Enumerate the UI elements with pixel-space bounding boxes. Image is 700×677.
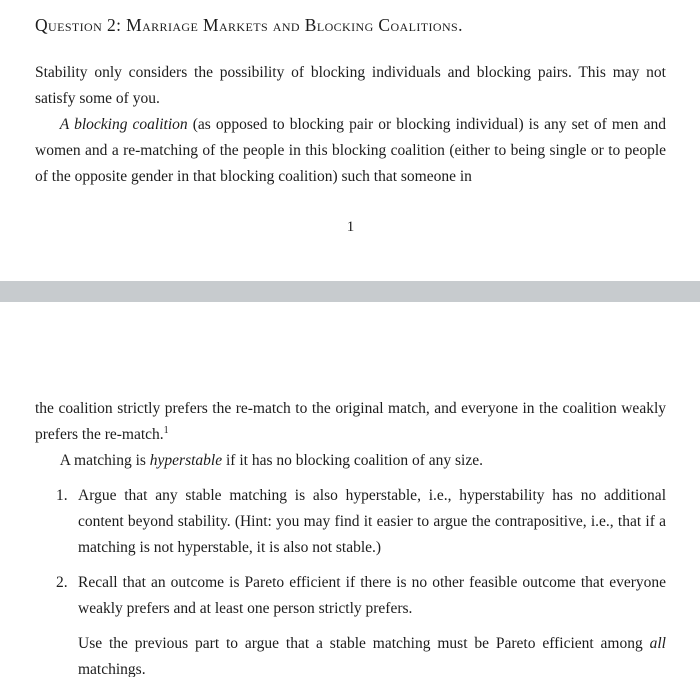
list-item-1 bbox=[35, 483, 666, 561]
paragraph-coalition-prefers bbox=[35, 396, 666, 448]
list-item-2-paragraph-1: Recall that an outcome is Pareto efficient if there is no other feasible outcome that everyone weakly prefers and at least one person strictly prefers. bbox=[78, 574, 666, 617]
pdf-page-2 bbox=[35, 396, 666, 677]
list-item-2-paragraph-2-pre: Use the previous part to argue that a stable matching must be Pareto efficient among bbox=[78, 635, 650, 652]
list-item-2-paragraph-2 bbox=[78, 631, 666, 677]
question-title: Question 2: Marriage Markets and Blocking Coalitions. bbox=[35, 15, 463, 35]
hyperstable-post-text: if it has no blocking coalition of any size. bbox=[222, 452, 483, 469]
footnote-marker: 1 bbox=[163, 424, 169, 436]
paragraph-blocking-coalition bbox=[35, 112, 666, 190]
page-number: 1 bbox=[346, 219, 355, 235]
emphasis-all: all bbox=[649, 635, 666, 652]
emphasis-hyperstable: hyperstable bbox=[149, 452, 223, 469]
list-item-1-number: 1. bbox=[56, 487, 68, 504]
numbered-list bbox=[35, 483, 666, 677]
list-item-2-paragraph-2-post: matchings. bbox=[78, 661, 146, 677]
paragraph-blocking-coalition-text: (as opposed to blocking pair or blocking individual) is any set of men and women and a re-matching of the people in this blocking coalition (either to being single or to people of the opposite gender in that blocking coalition) such that someone in bbox=[35, 116, 667, 185]
list-item-2-number: 2. bbox=[56, 574, 68, 591]
list-item-2-body bbox=[78, 570, 666, 677]
list-item-1-text: Argue that any stable matching is also hyperstable, i.e., hyperstability has no additional content beyond stability. (Hint: you may find it easier to argue the contrapositive, i.e., that if a matching is not hyperstable, it is also not stable.) bbox=[78, 487, 666, 556]
hyperstable-pre-text: A matching is bbox=[59, 452, 150, 469]
emphasis-blocking-coalition: A blocking coalition bbox=[59, 116, 188, 133]
list-item-1-body bbox=[78, 483, 666, 561]
pdf-page-1 bbox=[35, 12, 666, 240]
page-break-separator bbox=[0, 281, 700, 302]
list-item-2 bbox=[35, 570, 666, 677]
paragraph-stability: Stability only considers the possibility of blocking individuals and blocking pairs. This may not satisfy some of you. bbox=[35, 64, 666, 107]
paragraph-coalition-prefers-text: the coalition strictly prefers the re-match to the original match, and everyone in the coalition weakly prefers the re-match. bbox=[35, 400, 666, 443]
paragraph-hyperstable-definition bbox=[35, 448, 666, 474]
